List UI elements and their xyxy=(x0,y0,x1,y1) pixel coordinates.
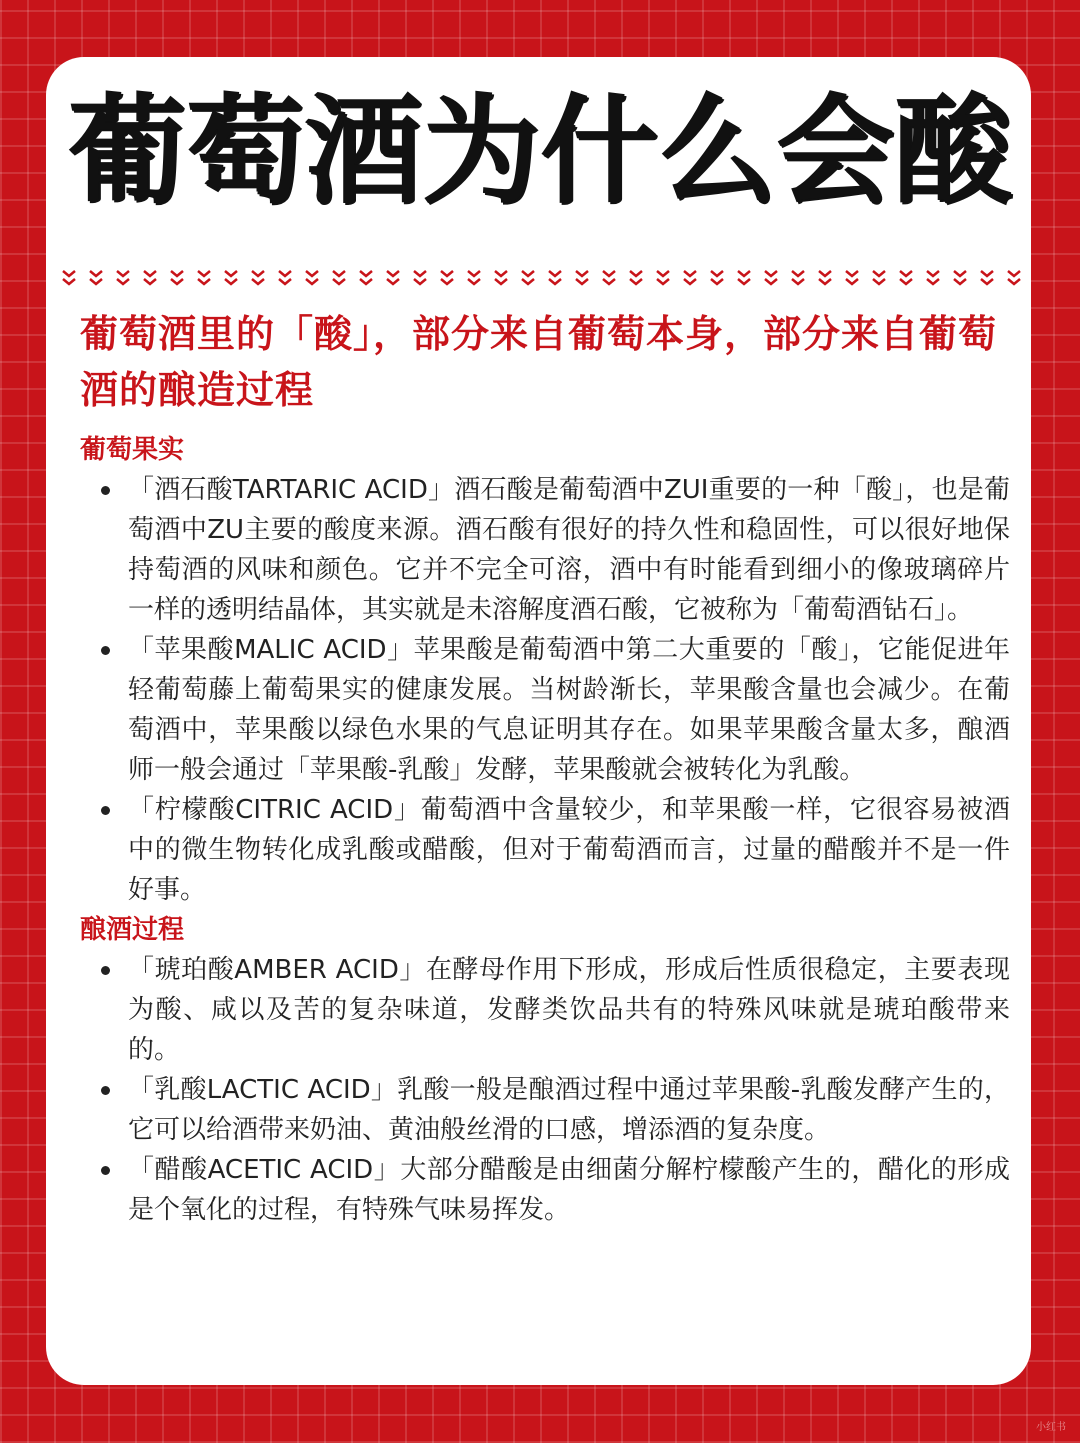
chevron-ornament xyxy=(90,271,102,284)
chevron-ornament xyxy=(468,271,480,284)
chevron-ornament xyxy=(900,271,912,284)
chevron-ornament xyxy=(333,271,345,284)
chevron-ornament xyxy=(1008,271,1020,284)
chevron-ornament xyxy=(846,271,858,284)
chevron-ornament xyxy=(225,271,237,284)
chevron-ornament xyxy=(495,271,507,284)
chevron-ornament xyxy=(981,271,993,284)
chevron-ornament xyxy=(711,271,723,284)
chevron-ornament xyxy=(522,271,534,284)
chevron-ornament xyxy=(873,271,885,284)
watermark: 小红书 xyxy=(1036,1422,1066,1433)
list-item: 「柠檬酸CITRIC ACID」葡萄酒中含量较少，和苹果酸一样，它很容易被酒中的微生物转化成乳酸或醋酸，但对于葡萄酒而言，过量的醋酸并不是一件好事。 xyxy=(80,790,1010,910)
decorative-divider xyxy=(55,267,1027,289)
chevron-ornament xyxy=(414,271,426,284)
chevron-ornament xyxy=(630,271,642,284)
section-fruit xyxy=(80,430,1010,910)
section-title: 葡萄果实 xyxy=(80,435,185,465)
bullet-list xyxy=(80,950,1010,1230)
section-brewing xyxy=(80,910,1010,1230)
chevron-ornament xyxy=(252,271,264,284)
list-item: 「酒石酸TARTARIC ACID」酒石酸是葡萄酒中ZUI重要的一种「酸」，也是葡萄酒中ZU主要的酸度来源。酒石酸有很好的持久性和稳固性，可以很好地保持萄酒的风味和颜色。它并不完全可溶，酒中有时能看到细小的像玻璃碎片一样的透明结晶体，其实就是未溶解度酒石酸，它被称为「葡萄酒钻石」。 xyxy=(80,470,1010,630)
chevron-ornament xyxy=(738,271,750,284)
list-item: 「琥珀酸AMBER ACID」在酵母作用下形成，形成后性质很稳定，主要表现为酸、咸以及苦的复杂味道，发酵类饮品共有的特殊风味就是琥珀酸带来的。 xyxy=(80,950,1010,1070)
content-body xyxy=(80,430,1010,1230)
chevron-ornament xyxy=(603,271,615,284)
chevron-ornament xyxy=(684,271,696,284)
chevron-ornament xyxy=(576,271,588,284)
chevron-ornament xyxy=(765,271,777,284)
chevron-ornament xyxy=(819,271,831,284)
list-item: 「乳酸LACTIC ACID」乳酸一般是酿酒过程中通过苹果酸-乳酸发酵产生的，它可以给酒带来奶油、黄油般丝滑的口感，增添酒的复杂度。 xyxy=(80,1070,1010,1150)
chevron-ornament xyxy=(954,271,966,284)
chevron-ornament xyxy=(117,271,129,284)
chevron-ornament xyxy=(549,271,561,284)
chevron-ornament xyxy=(441,271,453,284)
chevron-ornament xyxy=(144,271,156,284)
bullet-list xyxy=(80,470,1010,910)
chevron-ornament xyxy=(657,271,669,284)
chevron-ornament xyxy=(927,271,939,284)
chevron-ornament xyxy=(171,271,183,284)
section-title: 酿酒过程 xyxy=(80,915,185,945)
list-item: 「苹果酸MALIC ACID」苹果酸是葡萄酒中第二大重要的「酸」，它能促进年轻葡萄藤上葡萄果实的健康发展。当树龄渐长，苹果酸含量也会减少。在葡萄酒中，苹果酸以绿色水果的气息证明其存在。如果苹果酸含量太多，酿酒师一般会通过「苹果酸-乳酸」发酵，苹果酸就会被转化为乳酸。 xyxy=(80,630,1010,790)
chevron-ornament xyxy=(792,271,804,284)
list-item: 「醋酸ACETIC ACID」大部分醋酸是由细菌分解柠檬酸产生的，醋化的形成是个氧化的过程，有特殊气味易挥发。 xyxy=(80,1150,1010,1230)
chevron-ornament xyxy=(387,271,399,284)
chevron-ornament xyxy=(279,271,291,284)
chevron-ornament xyxy=(306,271,318,284)
chevron-ornament xyxy=(63,271,75,284)
headline: 葡萄酒里的「酸」，部分来自葡萄本身，部分来自葡萄酒的酿造过程 xyxy=(80,312,998,412)
page-title: 葡萄酒为什么会酸 xyxy=(67,81,1012,220)
chevron-ornament xyxy=(360,271,372,284)
chevron-ornament xyxy=(198,271,210,284)
